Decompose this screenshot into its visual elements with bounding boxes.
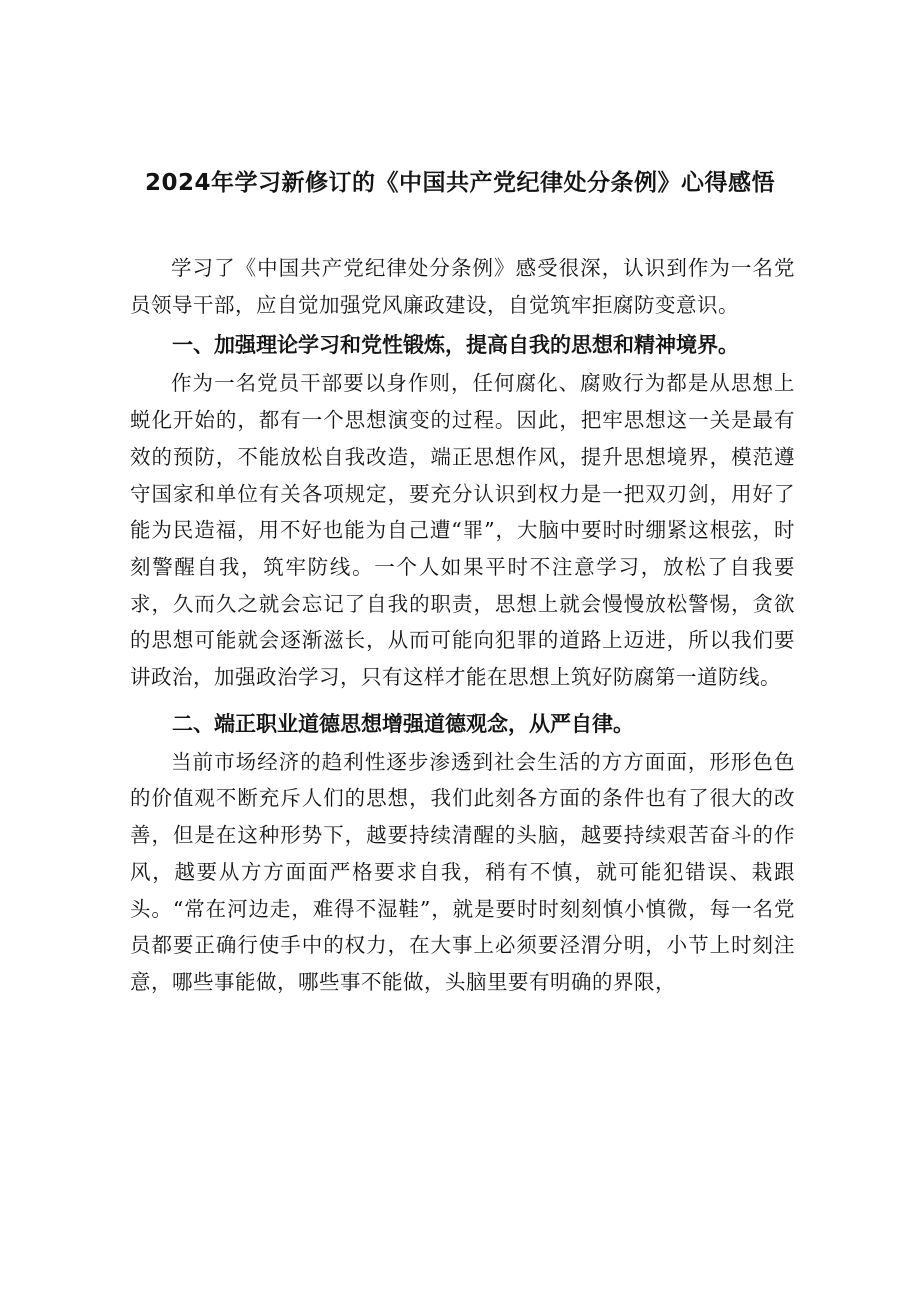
- section-1-heading: 一、加强理论学习和党性锻炼，提高自我的思想和精神境界。: [172, 333, 739, 358]
- section-1-paragraph: 作为一名党员干部要以身作则，任何腐化、腐败行为都是从思想上蜕化开始的，都有一个思想演变的过程。因此，把牢思想这一关是最有效的预防，不能放松自我改造，端正思想作风，提升思想境界，模范遵守国家和单位有关各项规定，要充分认识到权力是一把双刃剑，用好了能为民造福，用不好也能为自己遭“罪”，大脑中要时时绷紧这根弦，时刻警醒自我，筑牢防线。一个人如果平时不注意学习，放松了自我要求，久而久之就会忘记了自我的职责，思想上就会慢慢放松警惕，贪欲的思想可能就会逐渐滋长，从而可能向犯罪的道路上迈进，所以我们要讲政治，加强政治学习，只有这样才能在思想上筑好防腐第一道防线。: [130, 371, 795, 690]
- document-title: 2024年学习新修订的《中国共产党纪律处分条例》心得感悟: [144, 170, 775, 196]
- section-2-paragraph: 当前市场经济的趋利性逐步渗透到社会生活的方方面面，形形色色的价值观不断充斥人们的思想，我们此刻各方面的条件也有了很大的改善，但是在这种形势下，越要持续清醒的头脑，越要持续艰苦奋斗的作风，越要从方方面面严格要求自我，稍有不慎，就可能犯错误、栽跟头。“常在河边走，难得不湿鞋”，就是要时时刻刻慎小慎微，每一名党员都要正确行使手中的权力，在大事上必须要泾渭分明，小节上时刻注意，哪些事能做，哪些事不能做，头脑里要有明确的界限，: [130, 749, 795, 994]
- intro-paragraph: 学习了《中国共产党纪律处分条例》感受很深，认识到作为一名党员领导干部，应自觉加强党风廉政建设，自觉筑牢拒腐防变意识。: [130, 256, 795, 317]
- section-2-heading: 二、端正职业道德思想增强道德观念，从严自律。: [172, 711, 634, 736]
- document-body: [130, 250, 795, 1001]
